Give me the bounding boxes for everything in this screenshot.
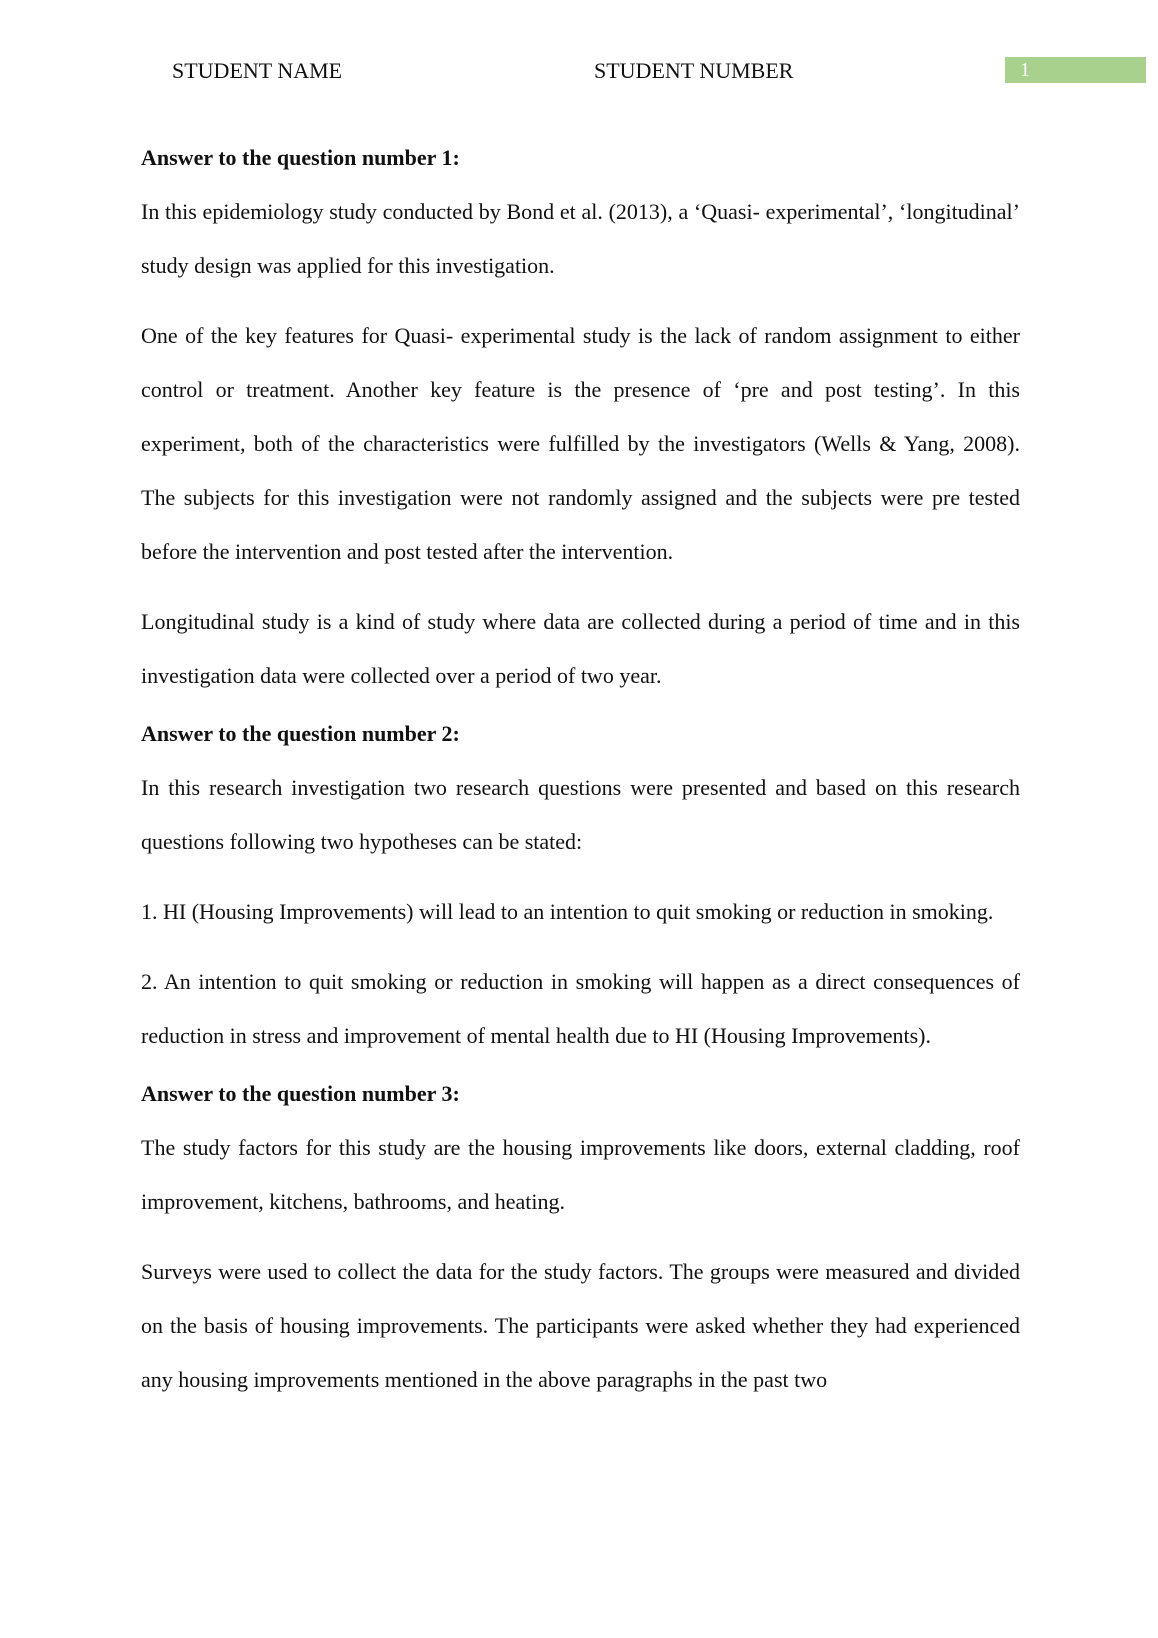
paragraph: Surveys were used to collect the data for the study factors. The groups were measured and divided on the basis of housing improvements. The participants were asked whether they had experienced any housing improvements mentioned in the above paragraphs in the past two	[141, 1259, 1020, 1392]
paragraph: One of the key features for Quasi- experimental study is the lack of random assignment to either control or treatment. Another key feature is the presence of ‘pre and post testing’. In this experiment, both of the characteristics were fulfilled by the investigators (Wells & Yang, 2008). The subjects for this investigation were not randomly assigned and the subjects were pre tested before the intervention and post tested after the intervention.	[141, 323, 1020, 564]
paragraph: In this research investigation two research questions were presented and based on this research questions following two hypotheses can be stated:	[141, 775, 1020, 854]
hypothesis-1: 1. HI (Housing Improvements) will lead to an intention to quit smoking or reduction in smoking.	[141, 899, 994, 924]
section-heading-q2: Answer to the question number 2:	[141, 721, 460, 746]
section-heading-q1: Answer to the question number 1:	[141, 145, 460, 170]
page-number-badge	[1005, 57, 1146, 83]
section-heading-q3: Answer to the question number 3:	[141, 1081, 460, 1106]
paragraph: In this epidemiology study conducted by Bond et al. (2013), a ‘Quasi- experimental’, ‘longitudinal’ study design was applied for this investigation.	[141, 199, 1020, 278]
hypothesis-2: 2. An intention to quit smoking or reduction in smoking will happen as a direct consequences of reduction in stress and improvement of mental health due to HI (Housing Improvements).	[141, 969, 1020, 1048]
paragraph: Longitudinal study is a kind of study where data are collected during a period of time and in this investigation data were collected over a period of two year.	[141, 609, 1020, 688]
document-body	[141, 143, 1020, 1423]
student-number-label: STUDENT NUMBER	[594, 58, 794, 83]
page-header	[0, 57, 1158, 87]
paragraph: The study factors for this study are the housing improvements like doors, external cladding, roof improvement, kitchens, bathrooms, and heating.	[141, 1135, 1020, 1214]
page-number: 1	[1020, 59, 1030, 81]
student-name-label: STUDENT NAME	[172, 58, 343, 83]
